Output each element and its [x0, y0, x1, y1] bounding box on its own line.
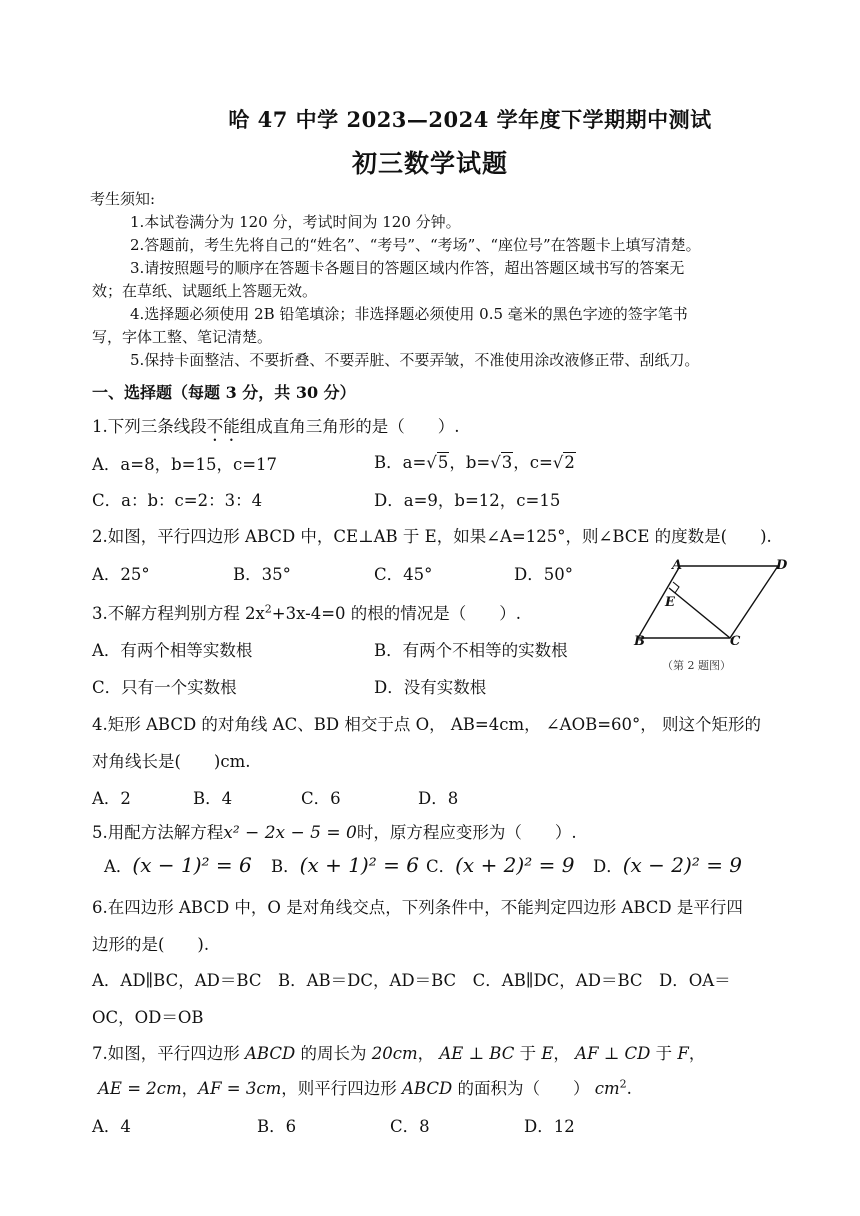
q6-options-cont: OC，OD＝OB: [92, 1008, 204, 1027]
q1-option-d: D．a=9，b=12，c=15: [374, 491, 561, 510]
q5-option-c: [426, 853, 574, 877]
q5-option-a: [104, 853, 252, 877]
q7-text-u: 2: [619, 1077, 627, 1091]
q7-text-k: 于: [655, 1044, 673, 1063]
notice-item-3-cont: 效；在草纸、试题纸上答题无效。: [92, 282, 318, 300]
q6-options: A．AD∥BC，AD＝BC B．AB＝DC，AD＝BC C．AB∥DC，AD＝BC D．OA＝: [92, 971, 731, 990]
q5-stem-pre: 5.用配方法解方程: [92, 823, 224, 842]
q7-text-t: cm: [594, 1079, 620, 1098]
sqrt-5: √5: [426, 453, 449, 472]
q2-option-d: D．50°: [514, 565, 573, 584]
fig-label-a: A: [672, 558, 683, 573]
q7-text-d: 20cm: [371, 1044, 418, 1063]
q3-option-b: B．有两个不相等的实数根: [374, 641, 568, 660]
fig-caption: （第 2 题图）: [662, 659, 731, 672]
q7-text-r: ABCD: [402, 1079, 453, 1098]
section-title: 一、选择题（每题 3 分，共 30 分）: [92, 383, 356, 402]
fig-label-c: C: [730, 634, 741, 649]
q5-stem: [92, 819, 577, 843]
q5-stem-post: 时，原方程应变形为（ ）.: [356, 823, 577, 842]
q5-option-b: [271, 853, 419, 877]
q3-stem-post: +3x-4=0 的根的情况是（ ）.: [271, 604, 522, 623]
q7-text-f: AE ⊥ BC: [439, 1044, 515, 1063]
q7-text-n: AE = 2cm: [98, 1079, 182, 1098]
q3-option-c: C．只有一个实数根: [92, 678, 237, 697]
q3-option-d: D．没有实数根: [374, 678, 487, 697]
q7-stem-line1: [92, 1040, 705, 1064]
q7-text-h: E: [541, 1044, 554, 1063]
q2-stem: 2.如图，平行四边形 ABCD 中，CE⊥AB 于 E，如果∠A=125°，则∠BCE 的度数是( ).: [92, 527, 772, 546]
q6-stem-line1: 6.在四边形 ABCD 中，O 是对角线交点，下列条件中，不能判定四边形 ABCD 是平行四: [92, 898, 743, 917]
q1-stem-c: 组成直角三角形的是（ ）.: [239, 417, 460, 436]
page-title: 哈 47 中学 2023—2024 学年度下学期期中测试: [228, 107, 712, 132]
q3-stem: [92, 600, 521, 624]
q7-text-q: ，则平行四边形: [281, 1079, 397, 1098]
notice-item-4: 4.选择题必须使用 2B 铅笔填涂；非选择题必须使用 0.5 毫米的黑色字迹的签字笔书: [130, 305, 688, 323]
q1-option-c: C．a：b：c=2：3：4: [92, 491, 263, 510]
q7-text-s: 的面积为（ ）: [457, 1079, 590, 1098]
parallelogram-abcd: [638, 566, 778, 638]
q5-option-d-eq: (x − 2)² = 9: [622, 853, 743, 877]
q1-stem-a: 1.下列三条线段: [92, 417, 207, 436]
q2-option-c: C．45°: [374, 565, 433, 584]
sqrt-3: √3: [490, 453, 513, 472]
q7-text-l: F: [677, 1044, 689, 1063]
q7-option-c: C．8: [390, 1117, 430, 1136]
q6-stem-line2: 边形的是( ).: [92, 935, 210, 954]
q7-text-b: ABCD: [245, 1044, 296, 1063]
notice-item-2: 2.答题前，考生先将自己的“姓名”、“考号”、“考场”、“座位号”在答题卡上填写清楚。: [130, 236, 701, 254]
q1-stem: [92, 413, 460, 445]
q3-stem-sup: 2: [264, 602, 272, 616]
q5-option-d: [593, 853, 742, 877]
q4-option-c: C．6: [301, 789, 341, 808]
q5-option-d-label: D．: [593, 857, 623, 876]
q7-text-v: .: [626, 1079, 632, 1098]
q1-stem-emphasis: 不能: [206, 417, 240, 436]
page-subtitle: 初三数学试题: [351, 149, 508, 178]
q3-stem-pre: 3.不解方程判别方程 2x: [92, 604, 265, 623]
notice-item-1: 1.本试卷满分为 120 分，考试时间为 120 分钟。: [130, 213, 461, 231]
q4-stem-line2: 对角线长是( )cm.: [92, 752, 251, 771]
q7-text-c: 的周长为: [300, 1044, 367, 1063]
q5-option-b-eq: (x + 1)² = 6: [299, 853, 419, 877]
q1-option-b-label: B．a=: [374, 453, 427, 472]
q1-option-a: A．a=8，b=15，c=17: [92, 455, 278, 474]
fig-label-e: E: [665, 595, 675, 610]
q2-parallelogram-figure: [630, 558, 790, 648]
q5-option-a-label: A．: [104, 857, 133, 876]
q7-text-p: AF = 3cm: [198, 1079, 282, 1098]
q7-option-a: A．4: [92, 1117, 131, 1136]
q2-option-b: B．35°: [233, 565, 291, 584]
q5-option-b-label: B．: [271, 857, 300, 876]
q7-text-o: ，: [181, 1079, 199, 1098]
q7-text-g: 于: [519, 1044, 537, 1063]
notice-item-5: 5.保持卡面整洁、不要折叠、不要弄脏、不要弄皱，不准使用涂改液修正带、刮纸刀。: [130, 351, 700, 369]
q7-text-j: AF ⊥ CD: [575, 1044, 651, 1063]
q5-equation: x² − 2x − 5 = 0: [223, 823, 357, 843]
notice-item-3: 3.请按照题号的顺序在答题卡各题目的答题区域内作答，超出答题区域书写的答案无: [130, 259, 685, 277]
q5-option-c-eq: (x + 2)² = 9: [455, 853, 575, 877]
q1-option-b-sep1: ，b=: [449, 453, 491, 472]
q7-stem-line2: [98, 1075, 632, 1099]
q2-option-a: A．25°: [92, 565, 150, 584]
q1-option-b: [374, 449, 576, 473]
q4-option-d: D．8: [418, 789, 459, 808]
q1-option-b-sep2: ，c=: [513, 453, 553, 472]
q3-option-a: A．有两个相等实数根: [92, 641, 253, 660]
q7-text-a: 7.如图，平行四边形: [92, 1044, 240, 1063]
q7-text-m: ，: [688, 1044, 706, 1063]
q7-text-i: ，: [553, 1044, 570, 1063]
segment-ce: [669, 588, 730, 638]
notice-item-4-cont: 写，字体工整、笔记清楚。: [92, 328, 273, 346]
q4-stem-line1: 4.矩形 ABCD 的对角线 AC、BD 相交于点 O， AB=4cm， ∠AOB=60°， 则这个矩形的: [92, 715, 762, 734]
q4-option-b: B．4: [193, 789, 233, 808]
q7-option-d: D．12: [524, 1117, 575, 1136]
q5-option-a-eq: (x − 1)² = 6: [132, 853, 252, 877]
q4-option-a: A．2: [92, 789, 131, 808]
q5-option-c-label: C．: [426, 857, 456, 876]
fig-label-b: B: [634, 634, 645, 649]
sqrt-2: √2: [552, 453, 575, 472]
q7-text-e: ，: [417, 1044, 435, 1063]
fig-label-d: D: [776, 558, 788, 573]
q7-option-b: B．6: [257, 1117, 297, 1136]
notice-heading: 考生须知:: [90, 190, 156, 208]
